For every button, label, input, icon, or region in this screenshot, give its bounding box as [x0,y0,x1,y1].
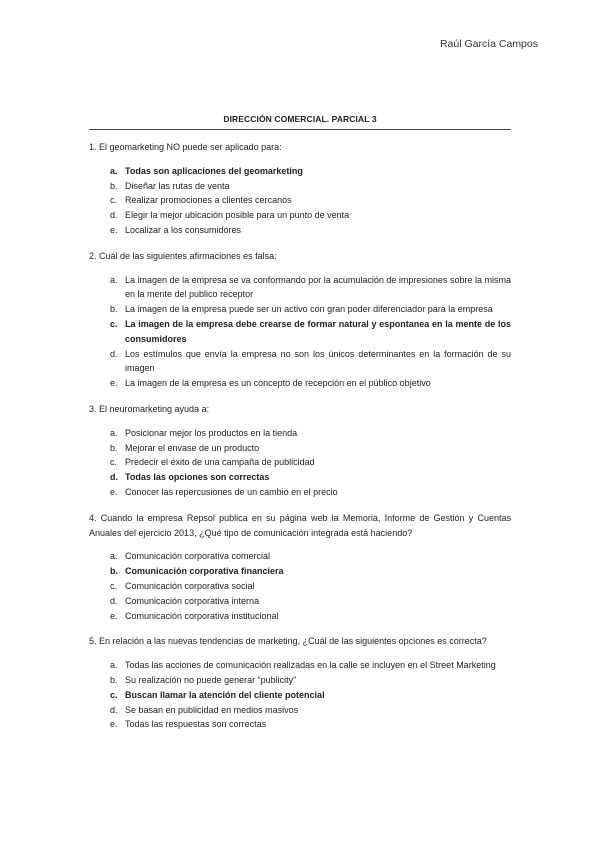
option-text: La imagen de la empresa puede ser un activo con gran poder diferenciador para la empresa [125,304,493,315]
option-text: Todas son aplicaciones del geomarketing [125,165,303,176]
option [89,208,511,223]
question-4: 4. Cuando la empresa Repsol publica en su página web la Memoria, Informe de Gestión y Cuentas Anuales del ejercicio 2013, ¿Qué tipo de comunicación integrada está haciendo? [89,512,511,538]
option-text: Todas las respuestas son correctas [125,719,267,730]
option [89,594,511,609]
option-letter: d. [110,472,118,483]
question-5: 5. En relación a las nuevas tendencias de marketing, ¿Cuál de las siguientes opciones es correcta? [89,636,487,647]
option-text: Comunicación corporativa interna [125,595,260,606]
option [89,223,511,238]
author-name: Raúl García Campos [439,38,538,50]
document-title: DIRECCIÓN COMERCIAL. PARCIAL 3 [223,114,377,124]
option-letter: b. [110,304,118,315]
option-letter: e. [110,378,118,389]
option [89,703,511,718]
option [89,579,511,594]
options-list-4 [89,549,511,623]
option-text: Se basan en publicidad en medios masivos [125,704,299,715]
option-text: Mejorar el envase de un producto [125,442,260,453]
option-letter: e. [110,224,118,235]
option-letter: e. [110,610,118,621]
option [89,193,511,208]
option-letter: a. [110,551,118,562]
correct-option [89,470,511,485]
option-letter: d. [110,704,118,715]
options-list-1 [89,164,511,238]
option-letter: d. [110,348,118,359]
option-letter: b. [110,566,118,577]
option-letter: d. [110,595,118,606]
option [89,658,511,673]
option [89,549,511,564]
option-text: Comunicación corporativa financiera [125,566,284,577]
option-text: Todas las acciones de comunicación realizadas en la calle se incluyen en el Street Marketing [125,660,496,671]
option-letter: a. [110,274,118,285]
option-letter: c. [110,689,118,700]
option [89,455,511,470]
correct-option [89,317,511,347]
option-text: Predecir el éxito de una campaña de publicidad [125,457,315,468]
option [89,273,511,303]
option-text: Buscan llamar la atención del cliente potencial [125,689,325,700]
option-letter: b. [110,180,118,191]
question-1: 1. El geomarketing NO puede ser aplicado para: [89,142,282,152]
options-list-2 [89,273,511,391]
title-divider [89,129,511,130]
option-letter: d. [110,210,118,221]
option [89,376,511,391]
option-text: La imagen de la empresa se va conformando por la acumulación de impresiones sobre la misma en la mente del publico receptor [125,274,511,300]
option [89,609,511,624]
option [89,426,511,441]
options-list-3 [89,426,511,500]
option-text: Todas las opciones son correctas [125,472,270,483]
option-text: La imagen de la empresa es un concepto de recepción en el público objetivo [125,378,431,389]
option [89,347,511,377]
option-text: Posicionar mejor los productos en la tienda [125,427,298,438]
option-letter: a. [110,165,118,176]
option [89,302,511,317]
option-letter: c. [110,457,118,468]
option [89,485,511,500]
correct-option [89,164,511,179]
option [89,441,511,456]
option-text: Diseñar las rutas de venta [125,180,230,191]
option-text: Realizar promociones a clientes cercanos [125,195,292,206]
option-letter: b. [110,442,118,453]
option-text: Los estímulos que envía la empresa no son los únicos determinantes en la formación de su imagen [125,348,511,374]
option-text: Comunicación corporativa social [125,580,255,591]
option [89,673,511,688]
question-list [89,140,511,743]
option-letter: b. [110,674,118,685]
option-text: Localizar a los consumidores [125,224,242,235]
option-text: Elegir la mejor ubicación posible para un punto de venta [125,210,350,221]
question-3: 3. El neuromarketing ayuda a: [89,403,210,414]
option-letter: c. [110,580,118,591]
option-text: Conocer las repercusiones de un cambio en el precio [125,486,338,497]
option-letter: a. [110,427,118,438]
correct-option [89,564,511,579]
correct-option [89,688,511,703]
option-letter: c. [110,318,118,329]
option-text: Comunicación corporativa comercial [125,551,271,562]
question-2: 2. Cuál de las siguientes afirmaciones es falsa: [89,250,277,261]
option-letter: e. [110,719,118,730]
option-text: Su realización no puede generar “publicity” [125,674,297,685]
option-letter: a. [110,660,118,671]
option-letter: e. [110,486,118,497]
options-list-5 [89,658,511,732]
option-text: La imagen de la empresa debe crearse de formar natural y espontanea en la mente de los consumidores [125,318,511,344]
option [89,717,511,732]
option-letter: c. [110,195,118,206]
option [89,179,511,194]
option-text: Comunicación corporativa institucional [125,610,279,621]
